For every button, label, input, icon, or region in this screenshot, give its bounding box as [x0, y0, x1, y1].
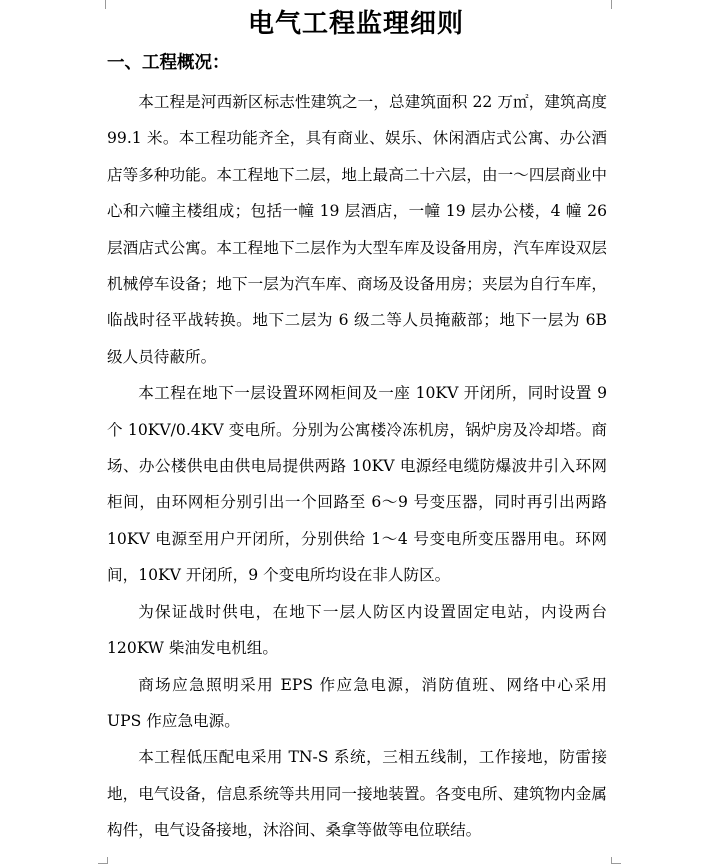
page-corner-mark-bottom-left [98, 857, 108, 864]
paragraph-grounding-system: 本工程低压配电采用 TN-S 系统，三相五线制，工作接地，防雷接地，电气设备，信息系统等共用同一接地装置。各变电所、建筑物内金属构件，电气设备接地，沐浴间、桑拿等做等电位联结。 [107, 748, 607, 840]
paragraph-emergency-power: 商场应急照明采用 EPS 作应急电源，消防值班、网络中心采用 UPS 作应急电源。 [107, 675, 607, 730]
page-corner-mark-bottom-right [611, 857, 621, 864]
document-body [107, 84, 607, 849]
document-title: 电气工程监理细则 [247, 9, 464, 39]
paragraph-power-supply: 本工程在地下一层设置环网柜间及一座 10KV 开闭所，同时设置 9 个 10KV/0.4KV 变电所。分别为公寓楼冷冻机房，锅炉房及冷却塔。商场、办公楼供电由供电局提供两路 10KV 电源经电缆防爆波井引入环网柜间，由环网柜分别引出一个回路至 6～9 号变压器，同时再引出两路 10KV 电源至用户开闭所，分别供给 1～4 号变电所变压器用电。环网间，10KV 开闭所，9 个变电所均设在非人防区。 [107, 384, 607, 585]
section-heading: 一、工程概况： [107, 53, 230, 73]
paragraph-project-overview: 本工程是河西新区标志性建筑之一，总建筑面积 22 万㎡，建筑高度 99.1 米。本工程功能齐全，具有商业、娱乐、休闲酒店式公寓、办公酒店等多种功能。本工程地下二层，地上最高二十六层，由一～四层商业中心和六幢主楼组成；包括一幢 19 层酒店，一幢 19 层办公楼，4 幢 26 层酒店式公寓。本工程地下二层作为大型车库及设备用房，汽车库设双层机械停车设备；地下一层为汽车库、商场及设备用房；夹层为自行车库，临战时径平战转换。地下二层为 6 级二等人员掩蔽部；地下一层为 6B 级人员待蔽所。 [107, 93, 607, 366]
paragraph-wartime-power: 为保证战时供电，在地下一层人防区内设置固定电站，内设两台 120KW 柴油发电机组。 [107, 602, 607, 658]
